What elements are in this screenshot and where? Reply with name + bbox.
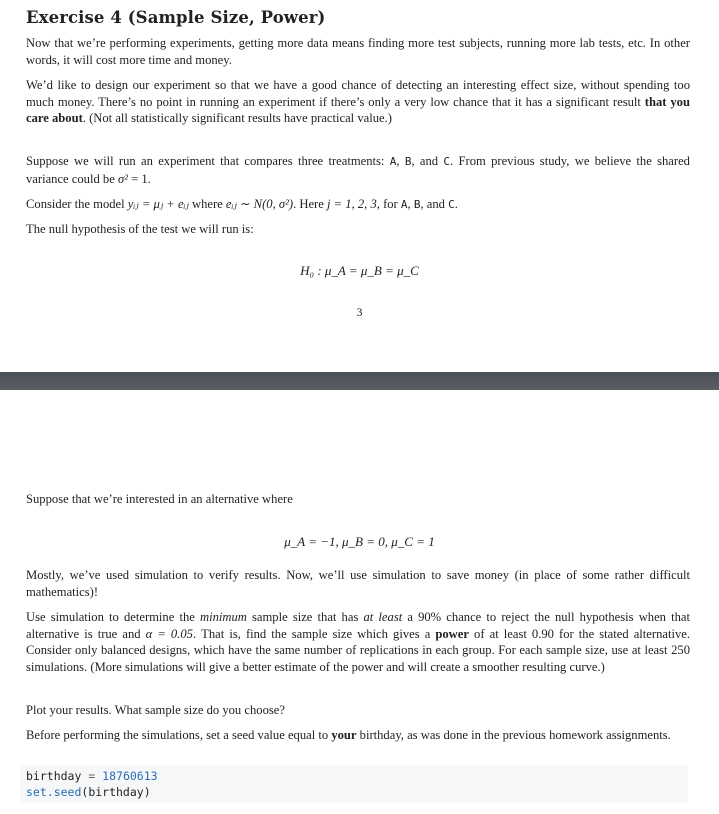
p3-power: power	[435, 626, 469, 641]
page-top	[0, 0, 719, 372]
exercise-block	[26, 8, 690, 27]
intro-paragraph-5	[26, 221, 690, 238]
alternative-equation: μ_A = −1, μ_B = 0, μ_C = 1	[284, 534, 435, 549]
code-assign-op: =	[81, 769, 103, 783]
treatment-c: C	[443, 155, 451, 168]
p3-at-least: at least	[363, 610, 403, 624]
null-hypothesis-equation: H₀ : μ_A = μ_B = μ_C	[300, 263, 419, 278]
p3-a: Use simulation to determine the	[26, 610, 200, 624]
page-bottom	[0, 390, 719, 814]
intro-text-1: Now that we’re performing experiments, getting more data means finding more test subjects, running more lab tests, etc. In other words, it will cost more time and money.	[26, 36, 690, 67]
code-number: 18760613	[102, 769, 158, 783]
alpha-value: α = 0.05	[145, 626, 193, 641]
code-variable: birthday	[26, 769, 82, 783]
treatment-a: A	[389, 155, 397, 168]
intro-4d: , for	[376, 197, 401, 211]
intro-2-bold: that you care about	[26, 94, 690, 125]
part2-paragraph-3	[26, 609, 690, 675]
intro-text-3: Suppose we will run an experiment that compares three treatments: A, B, and C. From previous study, we believe the shared variance could be σ² = 1.	[26, 154, 690, 186]
model-equation: yᵢⱼ = μⱼ + eᵢⱼ	[127, 197, 189, 211]
part2-text-3	[26, 609, 690, 675]
treatment-b: B	[404, 155, 412, 168]
intro-paragraph-4	[26, 196, 690, 214]
null-hypothesis	[0, 263, 719, 279]
intro-paragraph-2	[26, 77, 690, 127]
code-line-1	[26, 768, 682, 784]
intro-3b: . From previous study, we believe the shared variance could be	[26, 154, 690, 186]
intro-paragraph-3	[26, 153, 690, 187]
p5-b: birthday, as was done in the previous homework assignments.	[356, 728, 671, 742]
code-line-2	[26, 784, 682, 800]
error-distribution: eᵢⱼ ∼ N(0, σ²)	[225, 197, 294, 211]
part2-text-1: Suppose that we’re interested in an alternative where	[26, 492, 293, 506]
intro-4b: where	[188, 197, 226, 211]
intro-paragraph-1	[26, 35, 690, 68]
page-separator	[0, 372, 719, 390]
intro-4c: . Here	[293, 197, 327, 211]
p5-your: your	[331, 728, 357, 742]
code-function: set.seed	[26, 785, 82, 799]
part2-text-4: Plot your results. What sample size do you choose?	[26, 703, 285, 717]
p3-b: sample size that has	[246, 610, 364, 624]
intro-3a: Suppose we will run an experiment that compares three treatments:	[26, 154, 390, 168]
p3-e: of at least 0.90 for the stated alternative. Consider only balanced designs, which have the same number of replications in each group. For each sample size, use at least 250 simulations. (More simulations will give a better estimate of the power and will create a smoother resulting curve.)	[26, 626, 691, 674]
part2-paragraph-2	[26, 567, 690, 600]
intro-4a: Consider the model	[26, 197, 128, 211]
exercise-title: Exercise 4 (Sample Size, Power)	[26, 8, 326, 27]
intro-text-2	[26, 77, 690, 127]
code-argument: (birthday)	[81, 785, 151, 799]
intro-text-4: Consider the model yᵢⱼ = μⱼ + eᵢⱼ where eᵢⱼ ∼ N(0, σ²). Here j = 1, 2, 3, for A, B, and C.	[26, 197, 458, 211]
intro-text-5: The null hypothesis of the test we will run is:	[26, 222, 254, 236]
intro-2c: . (Not all statistically significant results have practical value.)	[82, 111, 392, 125]
part2-text-5	[26, 727, 690, 744]
part2-paragraph-5	[26, 727, 690, 744]
part2-paragraph-1	[26, 491, 690, 508]
p5-a: Before performing the simulations, set a seed value equal to	[26, 728, 332, 742]
treatment-c-2: C	[448, 198, 455, 211]
intro-2a: We’d like to design our experiment so that we have a good chance of detecting an interesting effect size, without spending too much money. There’s no point in running an experiment if there’s only a very low chance that it has a significant result	[26, 78, 690, 109]
treatment-a-2: A	[400, 198, 408, 211]
code-block	[20, 765, 688, 803]
part2-text-2: Mostly, we’ve used simulation to verify results. Now, we’ll use simulation to save money (in place of some rather difficult mathematics)!	[26, 568, 690, 599]
part2-paragraph-4	[26, 702, 690, 719]
p3-d: . That is, find the sample size which gives a	[192, 626, 436, 641]
sigma-squared: σ²	[117, 171, 128, 186]
p3-minimum: minimum	[199, 610, 247, 624]
p3-c: a 90% chance to reject the null hypothesis when that alternative is true and	[26, 610, 690, 641]
intro-3c: = 1.	[127, 171, 151, 186]
page-number: 3	[356, 305, 363, 319]
treatment-b-2: B	[413, 198, 421, 211]
alternative-hypothesis	[0, 534, 719, 550]
j-range: j = 1, 2, 3	[326, 197, 377, 211]
